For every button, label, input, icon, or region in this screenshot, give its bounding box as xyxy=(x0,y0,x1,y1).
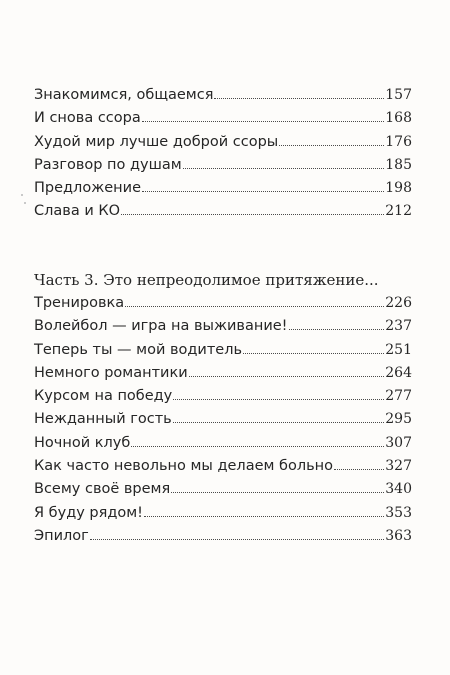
toc-entry-page: 176 xyxy=(385,133,412,150)
toc-entry-title: Немного романтики xyxy=(34,364,188,381)
toc-entry xyxy=(34,339,412,362)
toc-entry xyxy=(34,84,412,107)
toc-leader-dots xyxy=(125,306,384,307)
toc-entry xyxy=(34,502,412,525)
toc-leader-dots xyxy=(279,145,384,146)
toc-entry xyxy=(34,177,412,200)
toc-entry-page: 226 xyxy=(385,295,412,311)
toc-entry-page: 168 xyxy=(385,110,412,127)
toc-leader-dots xyxy=(189,376,385,377)
toc-entry xyxy=(34,107,412,130)
toc-entry-title: Нежданный гость xyxy=(34,411,172,428)
toc-leader-dots xyxy=(121,214,384,215)
toc-entry-page: 363 xyxy=(385,527,412,544)
toc-entry-page: 212 xyxy=(385,203,412,220)
toc-entry-page: 251 xyxy=(385,341,412,358)
toc-entry-page: 277 xyxy=(385,388,412,405)
toc-entry-title: Я буду рядом! xyxy=(34,504,143,521)
toc-leader-dots xyxy=(142,121,385,122)
toc-entry-page: 237 xyxy=(385,318,412,335)
toc-entry xyxy=(34,292,412,315)
toc-entry-title: Курсом на победу xyxy=(34,388,173,405)
toc-entry-title: Тренировка xyxy=(34,295,125,311)
toc-leader-dots xyxy=(142,191,384,192)
toc-entry-title: Как часто невольно мы делаем больно xyxy=(34,458,334,475)
toc-entry-title: Эпилог xyxy=(34,527,89,544)
toc-entry xyxy=(34,455,412,478)
toc-entry-title: Слава и КО xyxy=(34,203,121,220)
toc-entry-page: 185 xyxy=(385,156,412,173)
toc-entry xyxy=(34,525,412,548)
toc-entry xyxy=(34,154,412,177)
toc-leader-dots xyxy=(144,516,384,517)
toc-entry xyxy=(34,408,412,431)
paper-speck xyxy=(24,202,26,204)
toc-entry-title: Знакомимся, общаемся xyxy=(34,87,214,103)
toc-leader-dots xyxy=(90,539,384,540)
toc-entry xyxy=(34,200,412,223)
toc-entry-title: Всему своё время xyxy=(34,481,171,498)
toc-leader-dots xyxy=(289,329,385,330)
toc-section-1 xyxy=(34,84,412,224)
toc-section-2 xyxy=(34,269,412,548)
toc-entry xyxy=(34,432,412,455)
toc-entry-page: 264 xyxy=(385,364,412,381)
toc-entry xyxy=(34,478,412,501)
toc-entry-page: 295 xyxy=(385,411,412,428)
toc-leader-dots xyxy=(334,469,384,470)
toc-leader-dots xyxy=(243,353,384,354)
toc-leader-dots xyxy=(183,168,385,169)
toc-entry xyxy=(34,315,412,338)
toc-entry-page: 327 xyxy=(385,458,412,475)
paper-speck xyxy=(21,194,23,196)
toc-leader-dots xyxy=(214,98,384,99)
toc-entry xyxy=(34,385,412,408)
part-heading: Часть 3. Это непреодолимое притяжение... xyxy=(34,271,379,289)
toc-entry-page: 307 xyxy=(385,434,412,451)
toc-entry-title: Разговор по душам xyxy=(34,156,182,173)
toc-entry xyxy=(34,131,412,154)
toc-entry-title: Волейбол — игра на выживание! xyxy=(34,318,288,335)
toc-entry-title: Худой мир лучше доброй ссоры xyxy=(34,133,279,150)
toc-leader-dots xyxy=(131,446,384,447)
toc-leader-dots xyxy=(173,399,384,400)
toc-entry-page: 198 xyxy=(385,180,412,197)
toc-entry-page: 157 xyxy=(385,87,412,103)
toc-entry-title: Ночной клуб xyxy=(34,434,131,451)
toc-entry-title: Предложение xyxy=(34,180,142,197)
toc-entry-page: 340 xyxy=(385,481,412,498)
toc-entry-page: 353 xyxy=(385,504,412,521)
toc-entry xyxy=(34,362,412,385)
toc-leader-dots xyxy=(171,492,384,493)
toc-entry-title: Теперь ты — мой водитель xyxy=(34,341,243,358)
toc-leader-dots xyxy=(173,422,385,423)
toc-entry-title: И снова ссора xyxy=(34,110,141,127)
